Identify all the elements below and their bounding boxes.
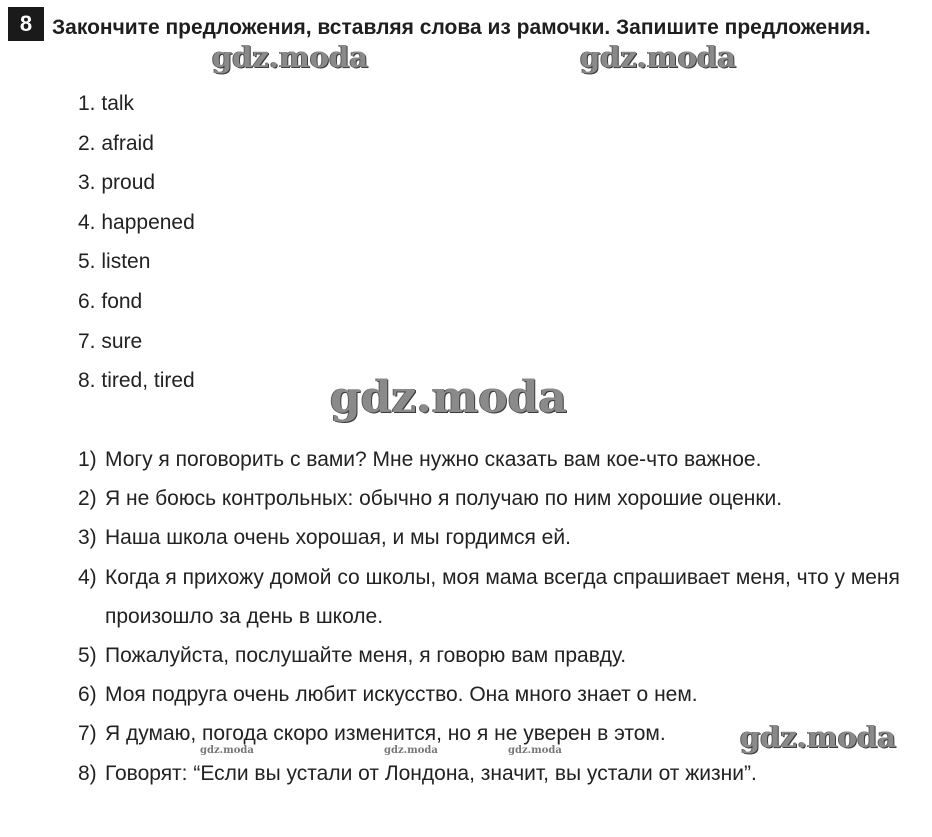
sentence-item — [78, 440, 923, 479]
sentence-text: Я думаю, погода скоро изменится, но я не уверен в этом. — [105, 722, 666, 746]
answer-list — [78, 84, 195, 401]
watermark: gdz.moda — [508, 745, 562, 756]
answer-number: 7. — [78, 329, 96, 353]
answer-number: 4. — [78, 210, 96, 234]
sentence-item — [78, 518, 923, 557]
answer-word: tired, tired — [101, 369, 195, 393]
watermark: gdz.moda — [212, 40, 369, 74]
sentence-number: 1) — [78, 448, 97, 471]
answer-number: 6. — [78, 289, 96, 313]
sentence-text: Пожалуйста, послушайте меня, я говорю вам правду. — [105, 644, 627, 668]
watermark: gdz.moda — [740, 720, 897, 754]
answer-number: 8. — [78, 369, 96, 393]
sentence-item — [78, 754, 923, 793]
answer-word: fond — [101, 289, 143, 313]
sentence-text: Говорят: “Если вы устали от Лондона, значит, вы устали от жизни”. — [105, 761, 757, 785]
answer-word: talk — [101, 92, 135, 115]
answer-item — [78, 242, 195, 282]
answer-item — [78, 322, 195, 362]
sentence-number: 4) — [78, 565, 97, 589]
sentence-text: Наша школа очень хорошая, и мы гордимся ей. — [105, 526, 571, 550]
sentence-number: 7) — [78, 722, 97, 746]
answer-number: 5. — [78, 250, 96, 274]
sentence-number: 2) — [78, 487, 97, 511]
answer-word: afraid — [101, 131, 154, 155]
sentence-number: 6) — [78, 683, 97, 707]
sentence-item — [78, 675, 923, 714]
answer-item — [78, 124, 195, 164]
answer-item — [78, 361, 195, 401]
sentence-number: 5) — [78, 644, 97, 668]
sentence-item — [78, 636, 923, 675]
watermark: gdz.moda — [330, 372, 568, 423]
sentence-text: Я не боюсь контрольных: обычно я получаю по ним хорошие оценки. — [105, 487, 783, 511]
answer-word: listen — [101, 250, 151, 274]
sentence-text: Могу я поговорить с вами? Мне нужно сказать вам кое-что важное. — [105, 448, 762, 471]
answer-number: 3. — [78, 171, 96, 195]
sentence-number: 3) — [78, 526, 97, 550]
answer-word: sure — [101, 329, 143, 353]
sentence-item — [78, 558, 923, 636]
watermark: gdz.moda — [580, 40, 737, 74]
answer-word: proud — [101, 171, 156, 195]
watermark: gdz.moda — [384, 745, 438, 756]
task-instruction: Закончите предложения, вставляя слова из рамочки. Запишите предложения. — [52, 16, 871, 39]
task-number-badge: 8 — [8, 7, 44, 41]
watermark: gdz.moda — [200, 745, 254, 756]
sentence-item — [78, 479, 923, 518]
answer-item — [78, 282, 195, 322]
answer-item — [78, 163, 195, 203]
answer-item — [78, 203, 195, 243]
sentence-text: Моя подруга очень любит искусство. Она много знает о нем. — [105, 683, 698, 707]
answer-word: happened — [101, 210, 195, 234]
sentence-text: Когда я прихожу домой со школы, моя мама всегда спрашивает меня, что у меня произошло за день в школе. — [105, 565, 900, 628]
answer-item — [78, 84, 195, 124]
answer-number: 1. — [78, 92, 96, 115]
answer-number: 2. — [78, 131, 96, 155]
sentence-number: 8) — [78, 761, 97, 785]
